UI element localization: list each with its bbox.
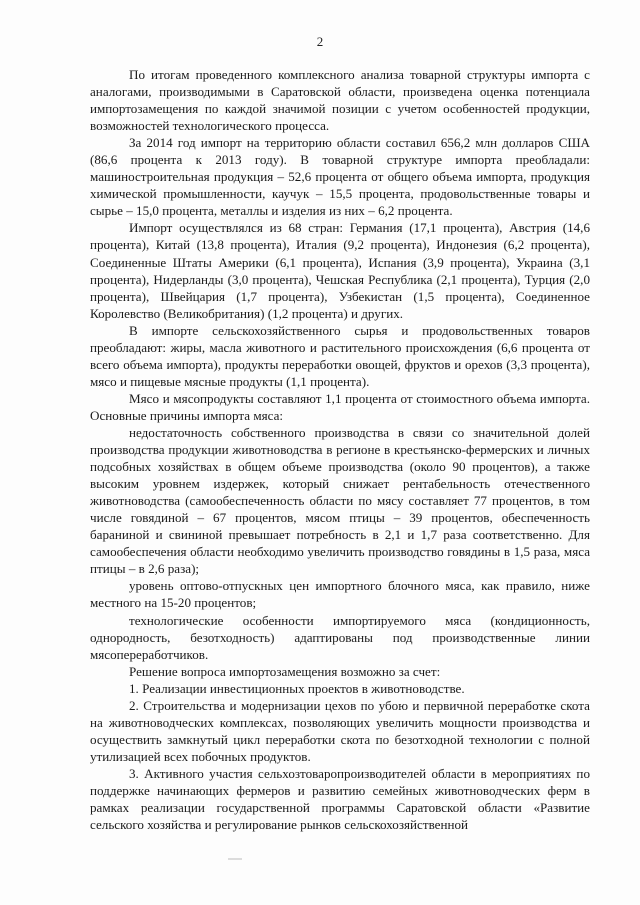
paragraph-import-volume: За 2014 год импорт на территорию области составил 656,2 млн долларов США (86,6 процента к 2013 году). В товарной структуре импорта преобладали: машиностроительная продукция – 52,6 процента от общего объема импорта, продукция химической промышленности, каучук – 15,5 процента, продовольственные товары и сырье – 15,0 процента, металлы и изделия из них – 6,2 процента. bbox=[90, 135, 590, 219]
scan-mark bbox=[228, 858, 242, 860]
paragraph-meat-imports: Мясо и мясопродукты составляют 1,1 процента от стоимостного объема импорта. Основные причины импорта мяса: bbox=[90, 390, 590, 423]
paragraph-import-countries: Импорт осуществлялся из 68 стран: Германия (17,1 процента), Австрия (14,6 процента), Китай (13,8 процента), Италия (9,2 процента), Индонезия (6,2 процента), Соединенные Штаты Америки (6,1 процента), Испания (3,9 процента), Украина (3,1 процента), Нидерланды (3,0 процента), Чешская Республика (2,1 процента), Турция (2,0 процента), Швейцария (1,7 процента), Узбекистан (1,5 процента), Соединенное Королевство (Великобритания) (1,2 процента) и других. bbox=[90, 220, 590, 321]
paragraph-reason-prices: уровень оптово-отпускных цен импортного блочного мяса, как правило, ниже местного на 15-20 процентов; bbox=[90, 578, 590, 611]
paragraph-reason-technology: технологические особенности импортируемого мяса (кондиционность, однородность, безотходность) адаптированы под производственные линии мясопереработчиков. bbox=[90, 612, 590, 662]
paragraph-solution-1: 1. Реализации инвестиционных проектов в животноводстве. bbox=[129, 680, 465, 696]
paragraph-solution-2: 2. Строительства и модернизации цехов по убою и первичной переработке скота на животноводческих комплексах, позволяющих увеличить мощности производства и осуществить замкнутый цикл переработки скота по безотходной технологии с полной утилизацией всех побочных продуктов. bbox=[90, 697, 590, 764]
paragraph-reason-production: недостаточность собственного производства в связи со значительной долей производства продукции животноводства в регионе в крестьянско-фермерских и личных подсобных хозяйствах в общем объеме производства (около 90 процентов), а также высоким уровнем издержек, который снижает рентабельность отечественного животноводства (самообеспеченность области по мясу составляет 77 процентов, в том числе говядиной – 67 процентов, мясом птицы – 39 процентов, обеспеченность бараниной и свининой превышает потребность в 2,1 и 1,7 раза соответственно. Для самообеспечения области необходимо увеличить производство говядины в 1,5 раза, мяса птицы – в 2,6 раза); bbox=[90, 424, 590, 577]
paragraph-analysis-summary: По итогам проведенного комплексного анализа товарной структуры импорта с аналогами, производимыми в Саратовской области, произведена оценка потенциала импортозамещения по каждой значимой позиции с учетом особенностей продукции, возможностей технологического процесса. bbox=[90, 67, 590, 134]
paragraph-solution-intro: Решение вопроса импортозамещения возможно за счет: bbox=[129, 663, 441, 679]
document-body bbox=[90, 66, 590, 833]
page-number: 2 bbox=[316, 34, 324, 49]
paragraph-agri-imports: В импорте сельскохозяйственного сырья и продовольственных товаров преобладают: жиры, масла животного и растительного происхождения (6,6 процента от всего объема импорта), продукты переработки овощей, фруктов и орехов (3,3 процента), мясо и пищевые мясные продукты (1,1 процента). bbox=[90, 322, 590, 389]
paragraph-solution-3: 3. Активного участия сельхозтоваропроизводителей области в мероприятиях по поддержке начинающих фермеров и развитию семейных животноводческих ферм в рамках реализации государственной программы Саратовской области «Развитие сельского хозяйства и регулирование рынков сельскохозяйственной bbox=[90, 765, 590, 833]
